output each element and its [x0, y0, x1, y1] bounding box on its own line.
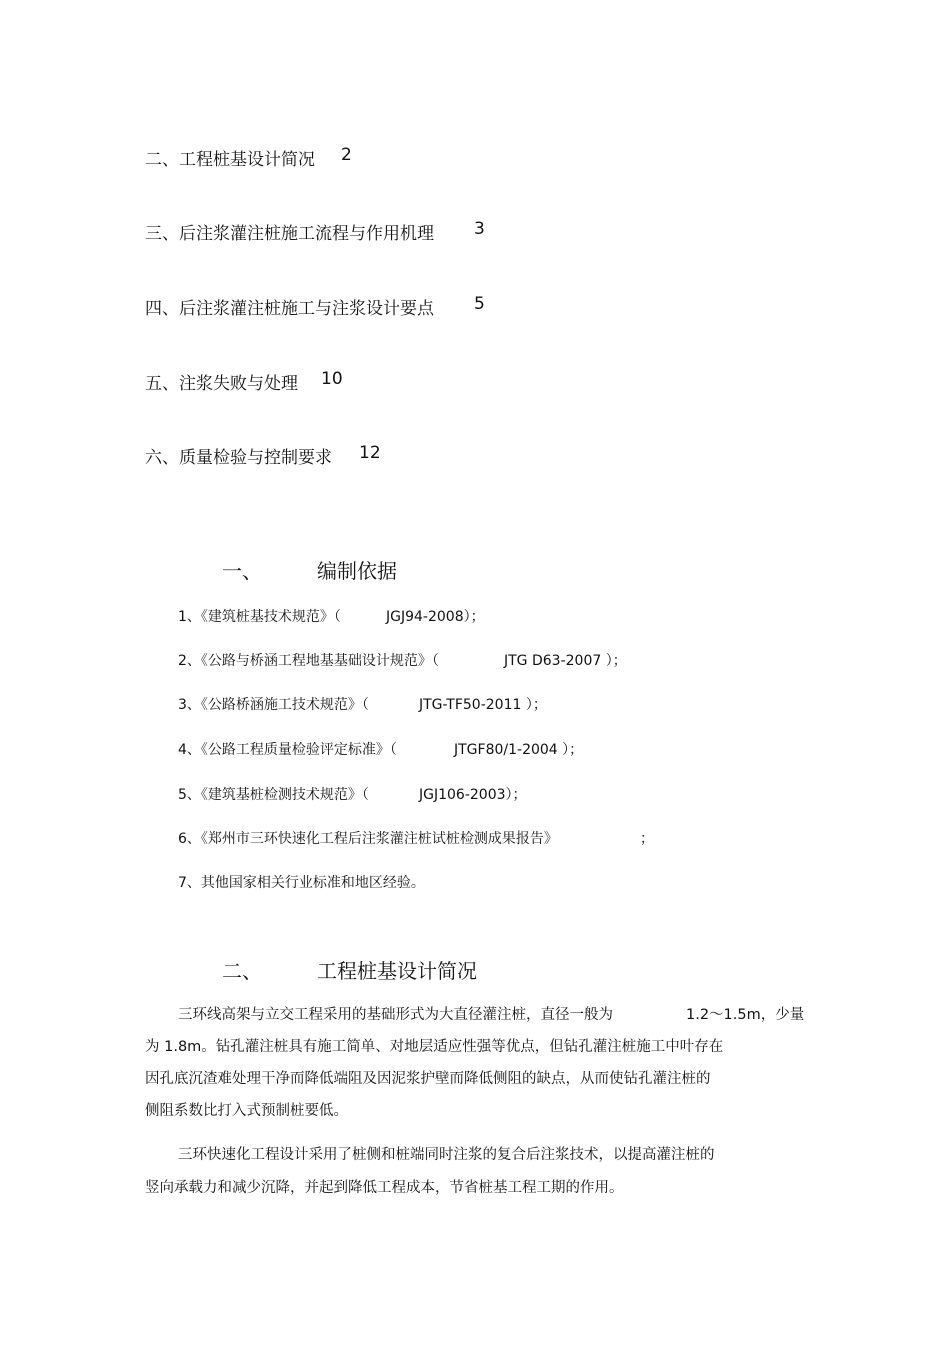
- paragraph-line: [145, 1099, 825, 1119]
- toc-page-number: 12: [359, 443, 381, 463]
- paragraph-text: 竖向承载力和减少沉降，并起到降低工程成本，节省桩基工程工期的作用。: [145, 1180, 624, 1196]
- toc-label: 三、后注浆灌注桩施工流程与作用机理: [145, 224, 434, 244]
- section-number: 一、: [222, 559, 262, 583]
- toc-label: 二、工程桩基设计简况: [145, 150, 315, 170]
- toc-label: 六、质量检验与控制要求: [145, 448, 332, 468]
- reference-title: 6、《郑州市三环快速化工程后注浆灌注桩试桩检测成果报告》: [178, 831, 558, 847]
- paragraph-text: 三环线高架与立交工程采用的基础形式为大直径灌注桩，直径一般为: [178, 1007, 613, 1023]
- paragraph-line: [145, 1176, 825, 1196]
- section-title: 工程桩基设计简况: [317, 959, 477, 983]
- reference-code: JTG D63-2007 ）；: [504, 653, 627, 669]
- paragraph-text: 侧阻系数比打入式预制桩要低。: [145, 1103, 348, 1119]
- reference-item: [178, 739, 778, 759]
- reference-code: JGJ94-2008）；: [386, 609, 485, 625]
- paragraph-text: 三环快速化工程设计采用了桩侧和桩端同时注浆的复合后注浆技术，以提高灌注桩的: [178, 1147, 715, 1163]
- paragraph-line: [145, 1035, 825, 1055]
- toc-page-number: 5: [474, 294, 485, 314]
- paragraph-line: [145, 1067, 825, 1087]
- reference-item: [178, 694, 778, 714]
- paragraph-text: 为 1.8m。钻孔灌注桩具有施工简单、对地层适应性强等优点，但钻孔灌注桩施工中叶存在: [145, 1039, 724, 1055]
- toc-entry[interactable]: [145, 145, 545, 170]
- section-heading: [222, 955, 522, 981]
- paragraph-text: 因孔底沉渣难处理干净而降低端阻及因泥浆护壁而降低侧阻的缺点，从而使钻孔灌注桩的: [145, 1071, 711, 1087]
- reference-code: JGJ106-2003）；: [419, 787, 527, 803]
- toc-entry[interactable]: [145, 219, 545, 244]
- reference-item: [178, 872, 778, 892]
- reference-item: [178, 828, 778, 848]
- toc-label: 五、注浆失败与处理: [145, 374, 298, 394]
- section-title: 编制依据: [317, 559, 397, 583]
- reference-code: ；: [640, 831, 654, 847]
- reference-title: 5、《建筑基桩检测技术规范》（: [178, 787, 369, 803]
- paragraph-text: 1.2～1.5m，少量: [686, 1007, 805, 1023]
- toc-entry[interactable]: [145, 443, 545, 468]
- toc-entry[interactable]: [145, 369, 545, 394]
- toc-label: 四、后注浆灌注桩施工与注浆设计要点: [145, 299, 434, 319]
- reference-item: [178, 606, 778, 626]
- reference-item: [178, 650, 778, 670]
- paragraph-line: [178, 1143, 818, 1163]
- toc-page-number: 2: [341, 145, 352, 165]
- reference-code: JTG-TF50-2011 ）；: [419, 697, 547, 713]
- toc-page-number: 10: [321, 369, 343, 389]
- reference-title: 7、其他国家相关行业标准和地区经验。: [178, 875, 425, 891]
- toc-entry[interactable]: [145, 294, 545, 319]
- reference-title: 4、《公路工程质量检验评定标准》（: [178, 742, 397, 758]
- toc-page-number: 3: [474, 219, 485, 239]
- section-number: 二、: [222, 959, 262, 983]
- reference-title: 3、《公路桥涵施工技术规范》（: [178, 697, 369, 713]
- reference-title: 2、《公路与桥涵工程地基基础设计规范》（: [178, 653, 439, 669]
- reference-item: [178, 784, 778, 804]
- paragraph-line: [178, 1003, 818, 1023]
- section-heading: [222, 555, 522, 581]
- reference-code: JTGF80/1-2004 ）；: [454, 742, 584, 758]
- reference-title: 1、《建筑桩基技术规范》（: [178, 609, 341, 625]
